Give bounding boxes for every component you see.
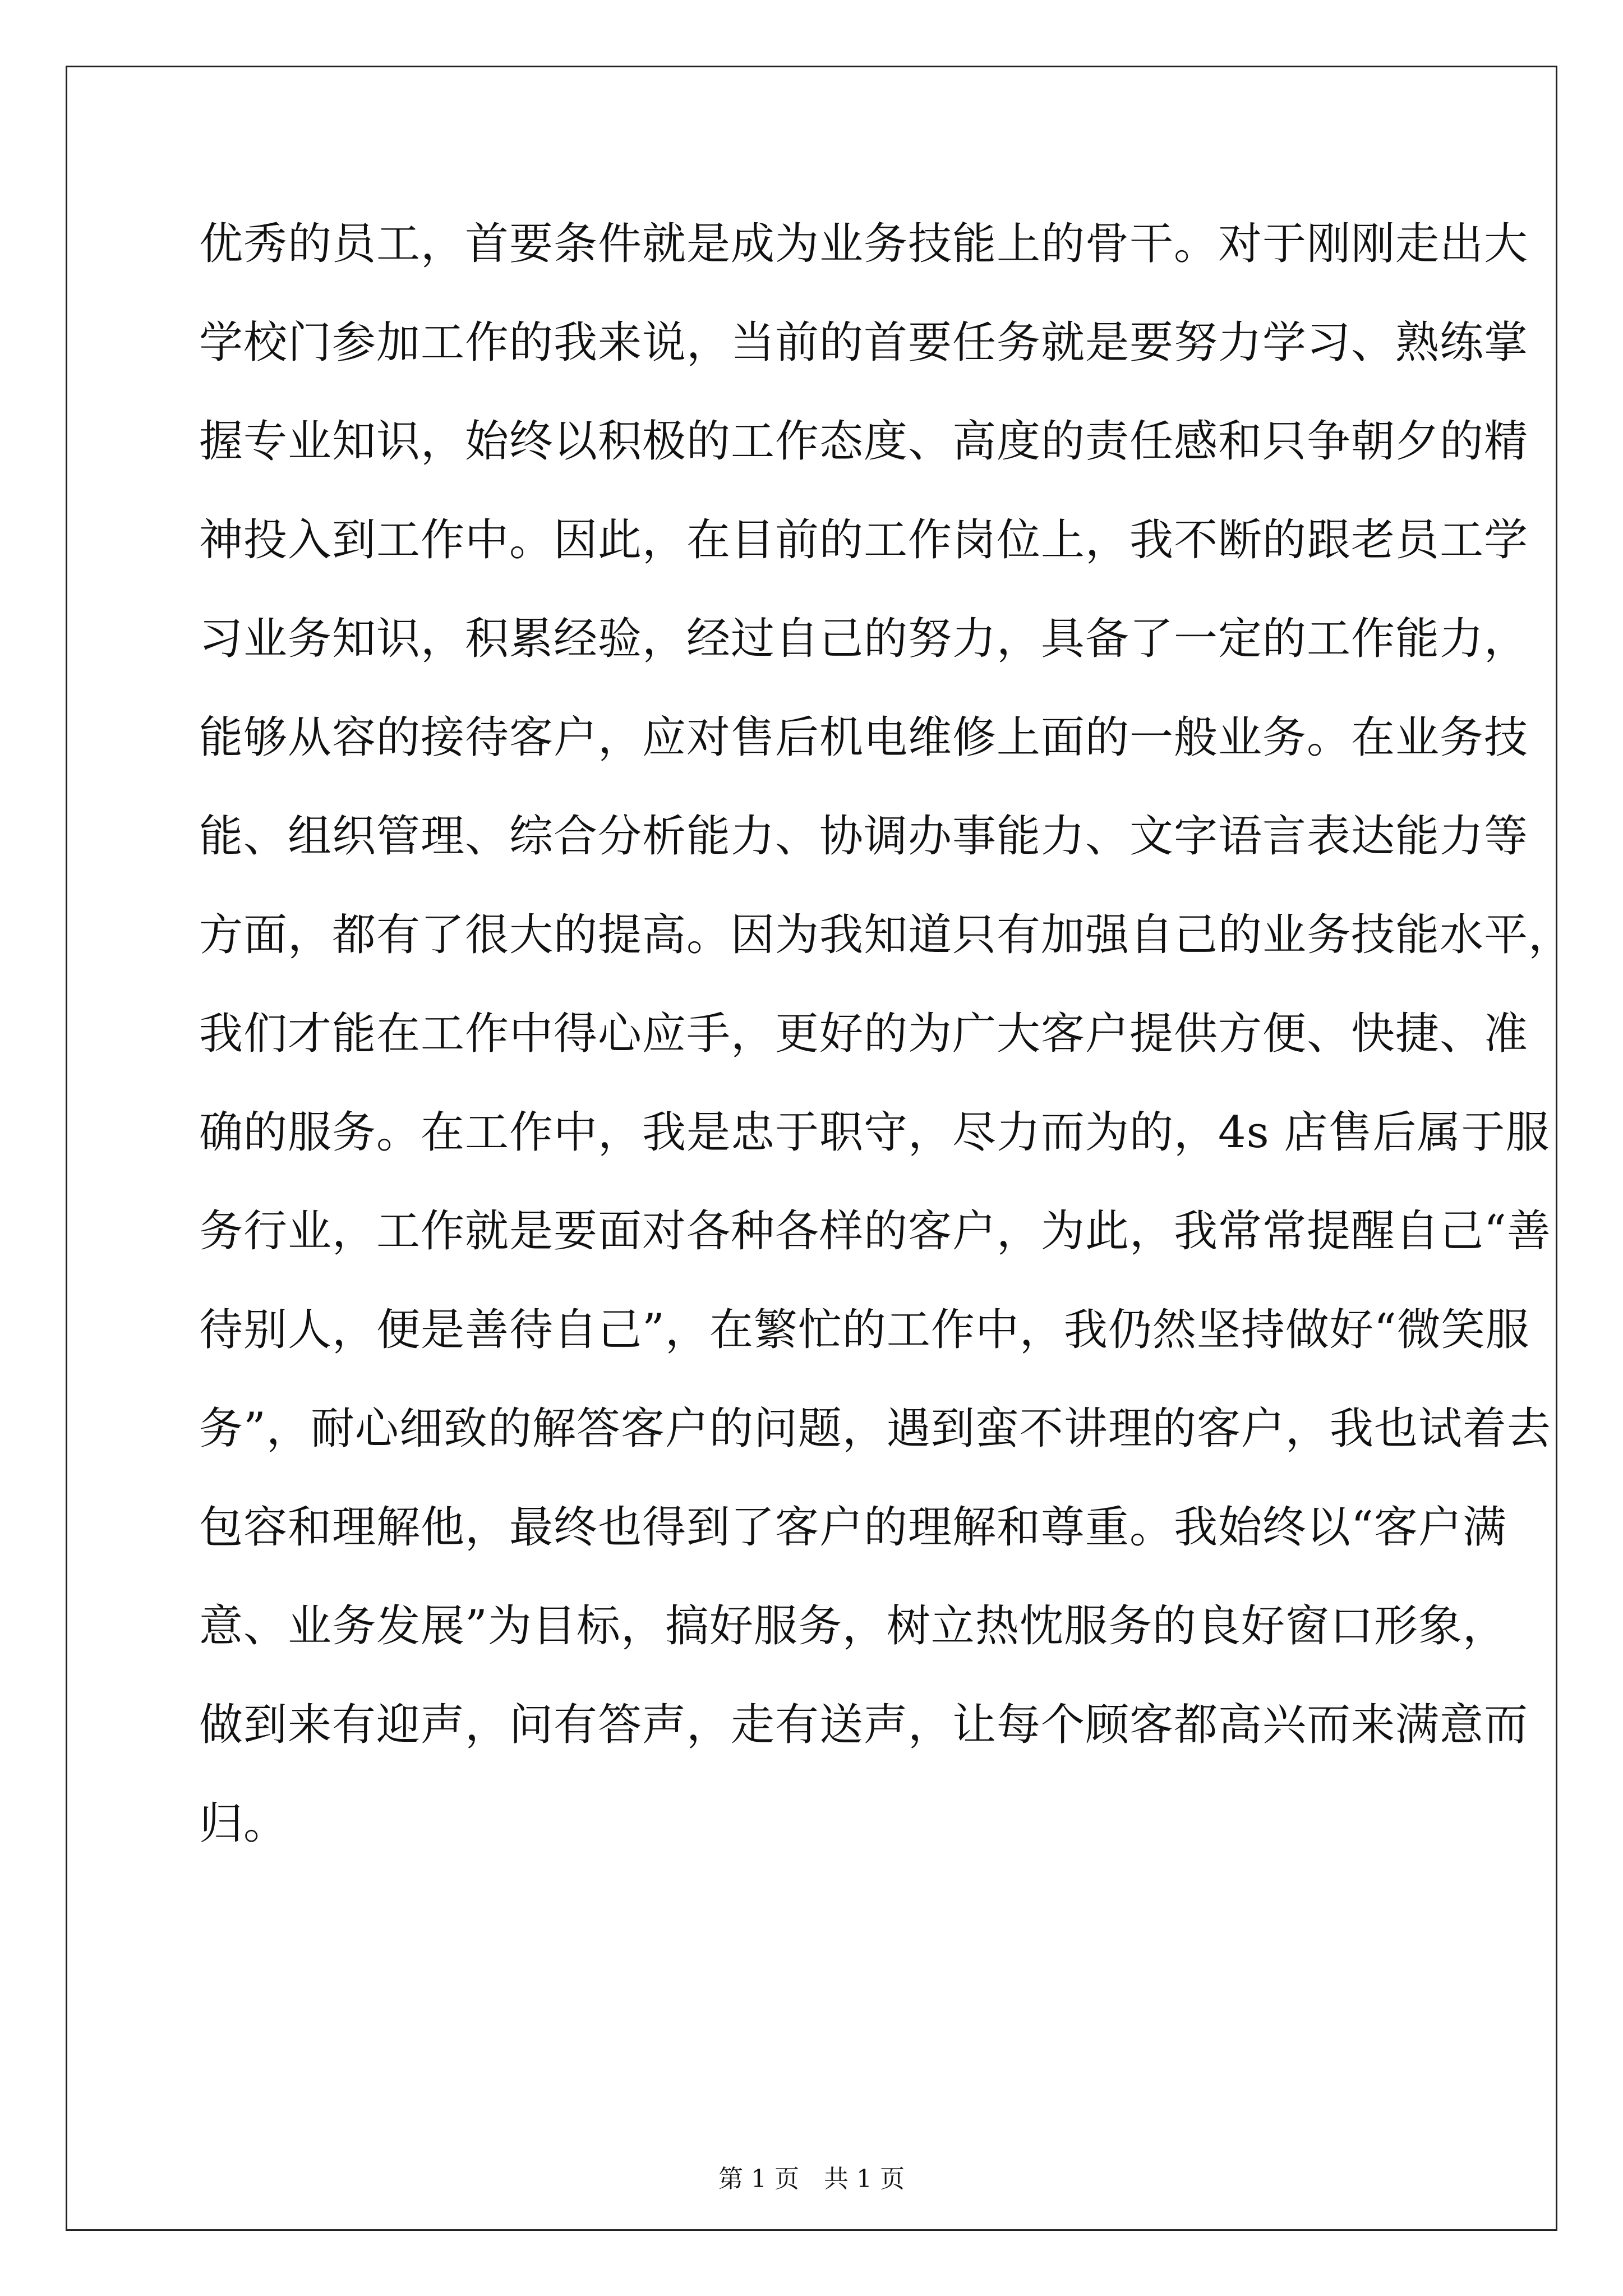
text-line: 我们才能在工作中得心应手，更好的为广大客户提供方便、快捷、准 — [199, 1009, 1529, 1059]
text-line: 务”，耐心细致的解答客户的问题，遇到蛮不讲理的客户，我也试着去 — [199, 1404, 1551, 1454]
text-line: 能够从容的接待客户，应对售后机电维修上面的一般业务。在业务技 — [199, 712, 1529, 763]
text-line: 意、业务发展”为目标，搞好服务，树立热忱服务的良好窗口形象， — [199, 1601, 1507, 1651]
text-line: 握专业知识，始终以积极的工作态度、高度的责任感和只争朝夕的精 — [199, 416, 1529, 467]
text-line: 做到来有迎声，问有答声，走有送声，让每个顾客都高兴而来满意而 — [199, 1700, 1529, 1750]
text-line: 学校门参加工作的我来说，当前的首要任务就是要努力学习、熟练掌 — [199, 318, 1529, 368]
text-line: 能、组织管理、综合分析能力、协调办事能力、文字语言表达能力等 — [199, 811, 1529, 862]
text-line: 方面，都有了很大的提高。因为我知道只有加强自己的业务技能水平， — [199, 910, 1573, 960]
body-paragraph — [199, 216, 1573, 1894]
page-number-footer: 第 1 页 共 1 页 — [718, 2165, 905, 2193]
text-line: 务行业，工作就是要面对各种各样的客户，为此，我常常提醒自己“善 — [199, 1206, 1551, 1257]
text-line: 优秀的员工，首要条件就是成为业务技能上的骨干。对于刚刚走出大 — [199, 219, 1529, 269]
text-line: 包容和理解他，最终也得到了客户的理解和尊重。我始终以“客户满 — [199, 1502, 1507, 1553]
text-line: 确的服务。在工作中，我是忠于职守，尽力而为的，4s 店售后属于服 — [199, 1107, 1550, 1158]
text-line: 待别人，便是善待自己”，在繁忙的工作中，我仍然坚持做好“微笑服 — [199, 1305, 1530, 1355]
text-line: 习业务知识，积累经验，经过自己的努力，具备了一定的工作能力， — [199, 614, 1529, 664]
text-line: 神投入到工作中。因此，在目前的工作岗位上，我不断的跟老员工学 — [199, 515, 1529, 565]
text-line: 归。 — [199, 1798, 288, 1849]
